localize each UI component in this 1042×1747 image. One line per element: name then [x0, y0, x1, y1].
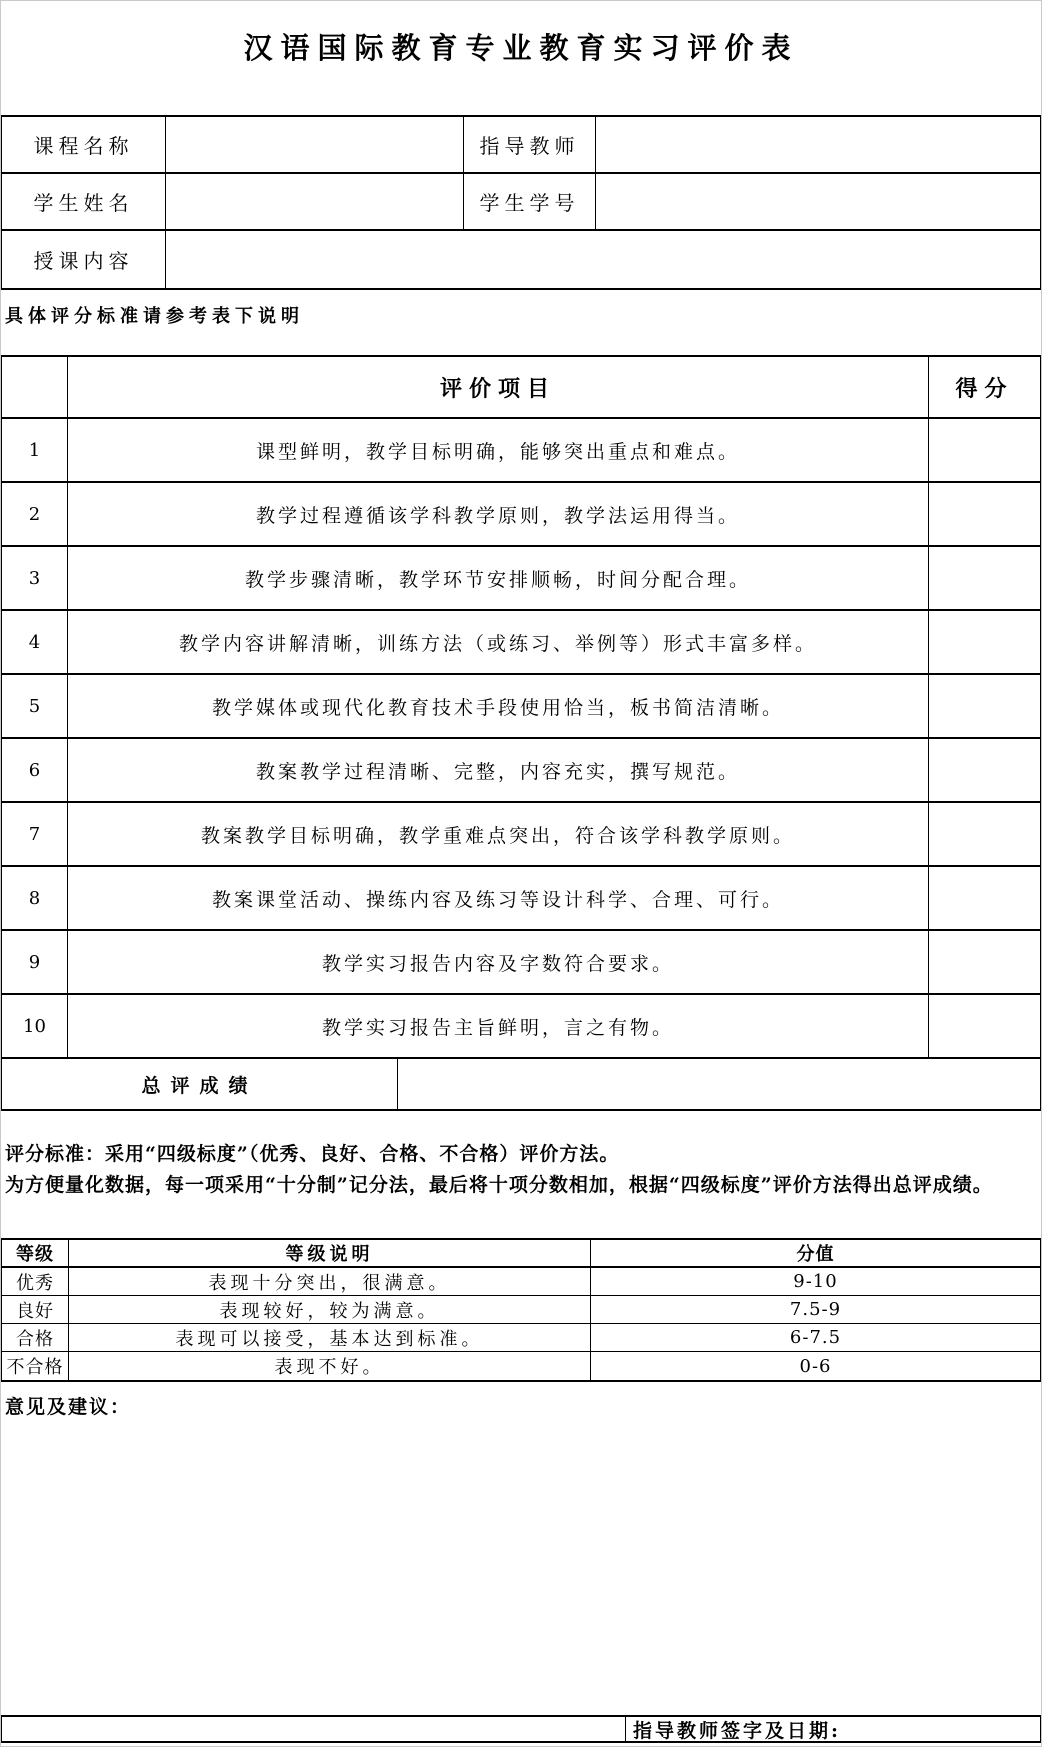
score-column-header: 得分: [928, 357, 1040, 417]
number-column-header: [2, 357, 68, 417]
advisor-value[interactable]: [596, 117, 1040, 172]
info-table: [1, 115, 1041, 290]
table-row: [2, 803, 1040, 867]
student-id-value[interactable]: [596, 174, 1040, 229]
evaluation-item: 课型鲜明，教学目标明确，能够突出重点和难点。: [255, 440, 740, 463]
evaluation-item: 教学内容讲解清晰，训练方法（或练习、举例等）形式丰富多样。: [178, 632, 817, 655]
row-number: 6: [2, 739, 68, 801]
grade-row-excellent: [2, 1268, 1040, 1296]
row-number: 1: [2, 419, 68, 481]
grade-range: 0-6: [799, 1355, 832, 1377]
grade-column-header: 等级: [2, 1240, 69, 1266]
grade-description: 表现可以接受，基本达到标准。: [69, 1324, 591, 1351]
student-name-value[interactable]: [166, 174, 464, 229]
score-cell[interactable]: [928, 803, 1040, 865]
form-title: 汉语国际教育专业教育实习评价表: [243, 31, 799, 65]
score-cell[interactable]: [928, 995, 1040, 1057]
grade-description: 表现较好，较为满意。: [69, 1296, 591, 1323]
signature-left-cell[interactable]: [2, 1717, 626, 1741]
table-row: [2, 547, 1040, 611]
course-name-value[interactable]: [166, 117, 464, 172]
evaluation-item: 教学过程遵循该学科教学原则，教学法运用得当。: [255, 504, 740, 527]
evaluation-item: 教学步骤清晰，教学环节安排顺畅，时间分配合理。: [244, 568, 751, 591]
score-cell[interactable]: [928, 739, 1040, 801]
signature-row: [1, 1715, 1041, 1743]
grade-row-pass: [2, 1324, 1040, 1352]
table-row: [2, 739, 1040, 803]
score-cell[interactable]: [928, 483, 1040, 545]
grade-description: 表现不好。: [69, 1352, 591, 1380]
grade-scale-table: [1, 1238, 1041, 1382]
item-column-header: 评价项目: [439, 375, 556, 402]
range-column-header: 分值: [796, 1244, 835, 1265]
grade-range: 9-10: [793, 1271, 838, 1292]
table-row: [2, 867, 1040, 931]
teaching-content-label: 授课内容: [2, 231, 166, 288]
grade-range: 6-7.5: [789, 1327, 842, 1348]
total-score-label: 总评成绩: [2, 1059, 398, 1109]
row-number: 10: [2, 995, 68, 1057]
evaluation-item: 教案教学过程清晰、完整，内容充实，撰写规范。: [255, 760, 740, 783]
row-number: 7: [2, 803, 68, 865]
grade-row-fail: [2, 1352, 1040, 1380]
score-cell[interactable]: [928, 675, 1040, 737]
row-number: 4: [2, 611, 68, 673]
signature-label[interactable]: 指导教师签字及日期:: [633, 1719, 842, 1742]
table-row: [2, 675, 1040, 739]
row-number: 5: [2, 675, 68, 737]
table-row: [2, 483, 1040, 547]
evaluation-item: 教学实习报告内容及字数符合要求。: [321, 952, 674, 975]
grade-name: 合格: [2, 1324, 69, 1351]
grade-name: 良好: [2, 1296, 69, 1323]
table-row: [2, 931, 1040, 995]
grade-description: 表现十分突出，很满意。: [69, 1268, 591, 1295]
score-cell[interactable]: [928, 867, 1040, 929]
evaluation-item: 教学媒体或现代化教育技术手段使用恰当，板书简洁清晰。: [211, 696, 784, 719]
info-row-student: [2, 174, 1040, 231]
grade-name: 优秀: [2, 1268, 69, 1295]
row-number: 9: [2, 931, 68, 993]
teaching-content-value[interactable]: [166, 231, 1040, 288]
grading-note-line1: 评分标准：采用“四级标度”（优秀、良好、合格、不合格）评价方法。: [5, 1143, 620, 1165]
student-id-label: 学生学号: [464, 174, 596, 229]
table-row: [2, 419, 1040, 483]
course-name-label: 课程名称: [2, 117, 166, 172]
score-cell[interactable]: [928, 931, 1040, 993]
grade-range: 7.5-9: [789, 1299, 842, 1320]
info-row-content: [2, 231, 1040, 288]
grade-table-header: [2, 1240, 1040, 1268]
evaluation-item: 教案课堂活动、操练内容及练习等设计科学、合理、可行。: [211, 888, 784, 911]
scoring-reference-note: 具体评分标准请参考表下说明: [5, 306, 304, 327]
grading-note-line2: 为方便量化数据，每一项采用“十分制”记分法，最后将十项分数相加，根据“四级标度”评价方法得出总评成绩。: [5, 1174, 993, 1196]
info-row-course: [2, 117, 1040, 174]
evaluation-item: 教学实习报告主旨鲜明，言之有物。: [321, 1016, 674, 1039]
score-cell[interactable]: [928, 611, 1040, 673]
row-number: 2: [2, 483, 68, 545]
evaluation-table: [1, 355, 1041, 1111]
evaluation-table-header: [2, 357, 1040, 419]
grading-method-note: [5, 1139, 1037, 1201]
score-cell[interactable]: [928, 547, 1040, 609]
student-name-label: 学生姓名: [2, 174, 166, 229]
total-score-value[interactable]: [398, 1059, 1040, 1109]
comments-label: 意见及建议：: [5, 1396, 132, 1418]
grade-row-good: [2, 1296, 1040, 1324]
row-number: 8: [2, 867, 68, 929]
evaluation-item: 教案教学目标明确，教学重难点突出，符合该学科教学原则。: [200, 824, 795, 847]
grade-name: 不合格: [2, 1352, 69, 1380]
score-cell[interactable]: [928, 419, 1040, 481]
table-row: [2, 611, 1040, 675]
row-number: 3: [2, 547, 68, 609]
table-row: [2, 995, 1040, 1059]
description-column-header: 等级说明: [69, 1240, 591, 1266]
total-score-row: [2, 1059, 1040, 1109]
advisor-label: 指导教师: [464, 117, 596, 172]
